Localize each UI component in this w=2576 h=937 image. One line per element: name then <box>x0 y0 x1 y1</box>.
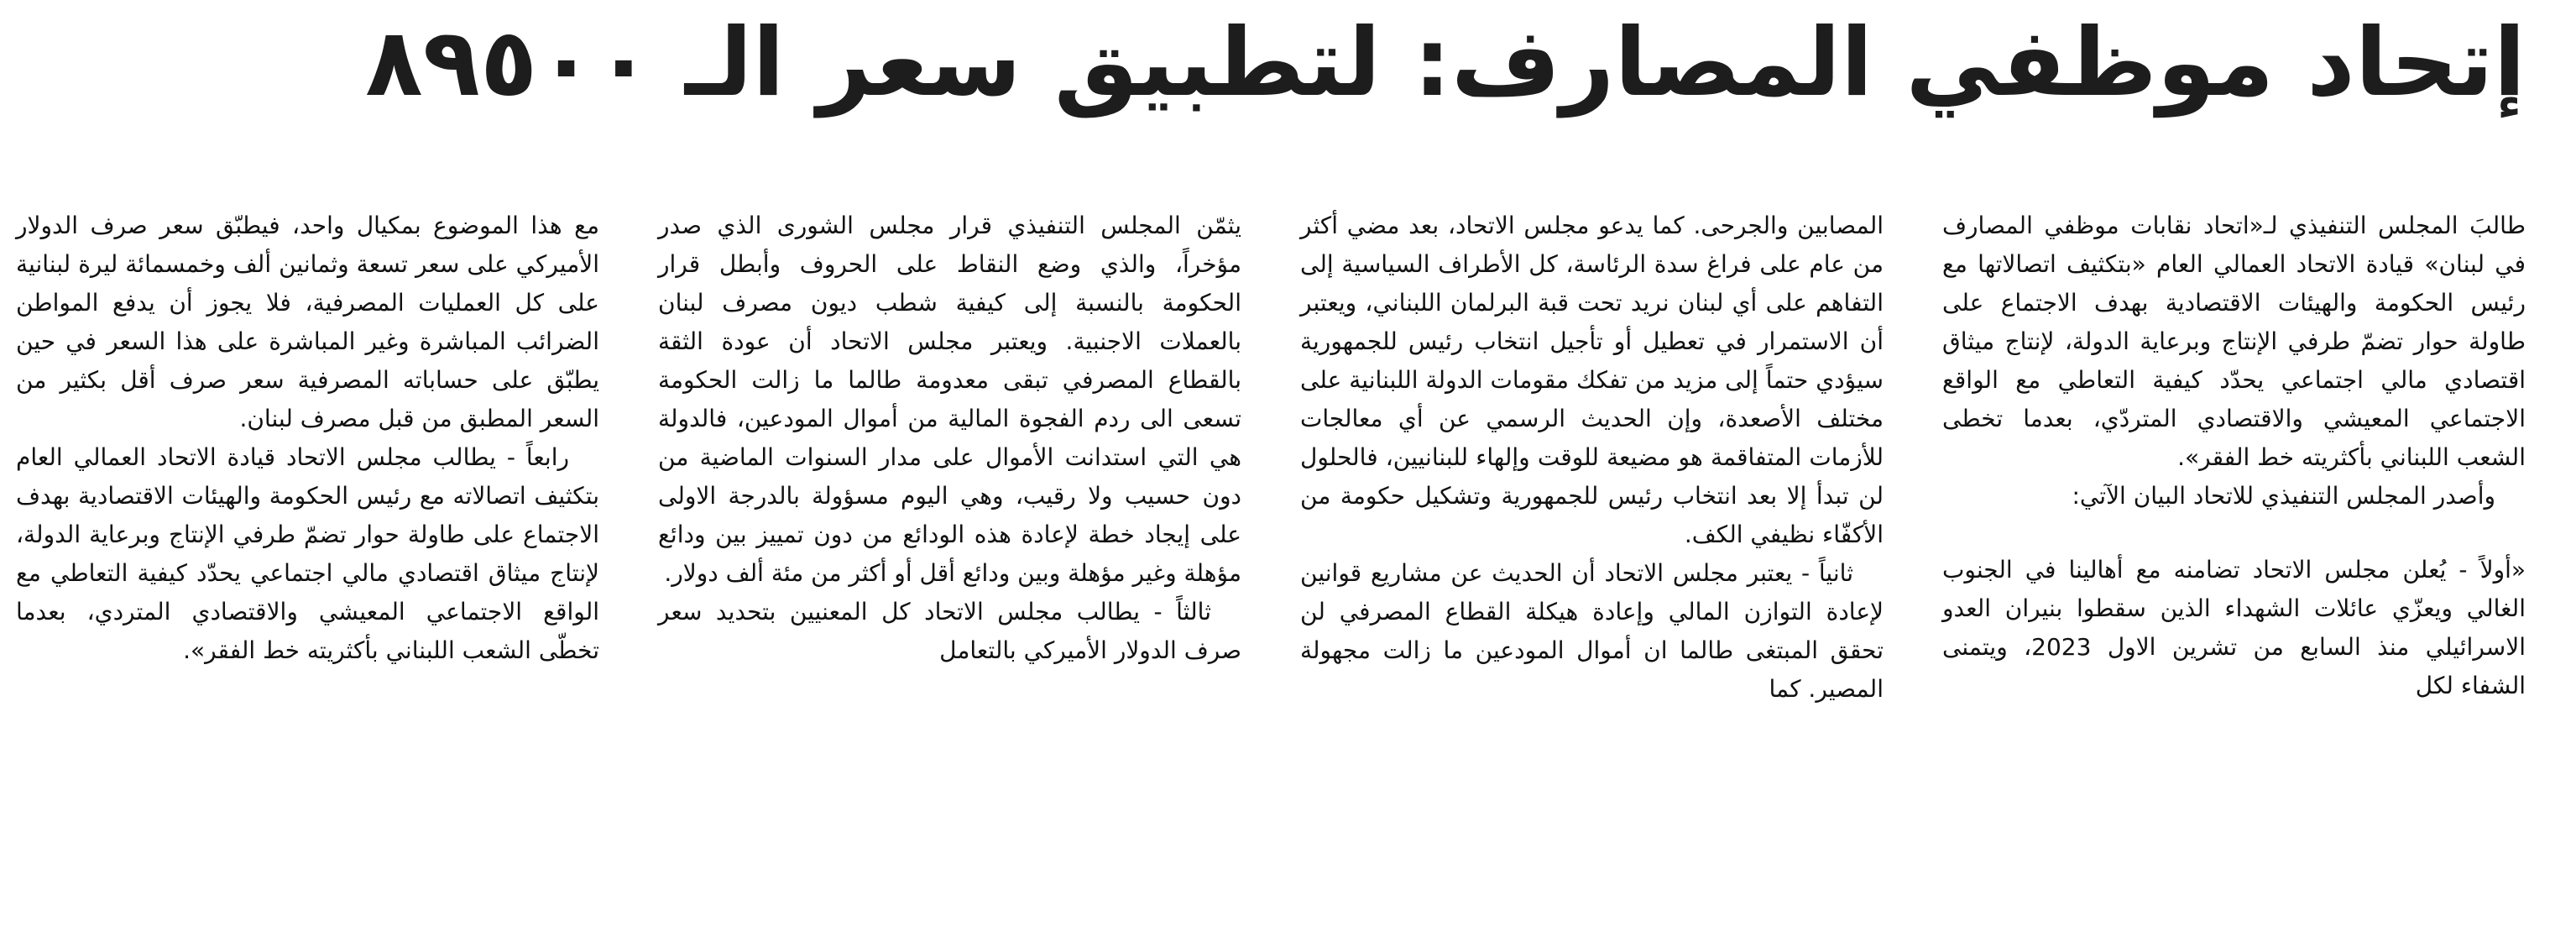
column-3 <box>658 207 1241 912</box>
paragraph: طالبَ المجلس التنفيذي لـ«اتحاد نقابات موظفي المصارف في لبنان» قيادة الاتحاد العمالي العام «بتكثيف اتصالاتها مع رئيس الحكومة والهيئات الاقتصادية بهدف الاجتماع على طاولة حوار تضمّ طرفي الإنتاج وبرعاية الدولة، لإنتاج ميثاق اقتصادي مالي اجتماعي يحدّد كيفية التعاطي مع الواقع الاجتماعي المعيشي والاقتصادي المتردّي، بعدما تخطى الشعب اللبناني بأكثريته خط الفقر». <box>1942 212 2526 471</box>
column-2 <box>1300 207 1884 912</box>
paragraph: المصابين والجرحى. كما يدعو مجلس الاتحاد، بعد مضي أكثر من عام على فراغ سدة الرئاسة، كل الأطراف السياسية إلى التفاهم على أي لبنان نريد تحت قبة البرلمان اللبناني، ويعتبر أن الاستمرار في تعطيل أو تأجيل انتخاب رئيس للجمهورية سيؤدي حتماً إلى مزيد من تفكك مقومات الدولة اللبنانية على مختلف الأصعدة، وإن الحديث الرسمي عن أي معالجات للأزمات المتفاقمة هو مضيعة للوقت وإلهاء للبنانيين، فالحلول لن تبدأ إلا بعد انتخاب رئيس للجمهورية وتشكيل حكومة من الأكفّاء نظيفي الكف. <box>1300 212 1884 548</box>
paragraph: يثمّن المجلس التنفيذي قرار مجلس الشورى الذي صدر مؤخراً، والذي وضع النقاط على الحروف وأبطل قرار الحكومة بالنسبة إلى كيفية شطب ديون مصرف لبنان بالعملات الاجنبية. ويعتبر مجلس الاتحاد أن عودة الثقة بالقطاع المصرفي تبقى معدومة طالما ما زالت الحكومة تسعى الى ردم الفجوة المالية من أموال المودعين، فالدولة هي التي استدانت الأموال على مدار السنوات الماضية من دون حسيب ولا رقيب، وهي اليوم مسؤولة بالدرجة الاولى على إيجاد خطة لإعادة هذه الودائع من دون تمييز بين ودائع مؤهلة وغير مؤهلة وبين ودائع أقل أو أكثر من مئة ألف دولار. <box>658 212 1241 587</box>
paragraph: مع هذا الموضوع بمكيال واحد، فيطبّق سعر صرف الدولار الأميركي على سعر تسعة وثمانين ألف وخمسمائة ليرة لبنانية على كل العمليات المصرفية، فلا يجوز أن يدفع المواطن الضرائب المباشرة وغير المباشرة على هذا السعر في حين يطبّق على حساباته المصرفية سعر صرف أقل بكثير من السعر المطبق من قبل مصرف لبنان. <box>16 212 599 432</box>
paragraph: «أولاً - يُعلن مجلس الاتحاد تضامنه مع أهالينا في الجنوب الغالي ويعزّي عائلات الشهداء الذين سقطوا بنيران العدو الاسرائيلي منذ السابع من تشرين الاول 2023، ويتمنى الشفاء لكل <box>1942 556 2526 699</box>
article-headline: إتحاد موظفي المصارف: لتطبيق سعر الـ ٨٩٥٠٠ <box>365 8 2526 118</box>
paragraph: ثانياً - يعتبر مجلس الاتحاد أن الحديث عن مشاريع قوانين لإعادة التوازن المالي وإعادة هيكلة القطاع المصرفي لن تحقق المبتغى طالما ان أموال المودعين ما زالت مجهولة المصير. كما <box>1300 559 1884 703</box>
article-body <box>16 207 2526 912</box>
paragraph: وأصدر المجلس التنفيذي للاتحاد البيان الآتي: <box>2072 482 2495 510</box>
column-4 <box>16 207 599 912</box>
paragraph: رابعاً - يطالب مجلس الاتحاد قيادة الاتحاد العمالي العام بتكثيف اتصالاته مع رئيس الحكومة والهيئات الاقتصادية بهدف الاجتماع على طاولة حوار تضمّ طرفي الإنتاج وبرعاية الدولة، لإنتاج ميثاق اقتصادي مالي اجتماعي يحدّد كيفية التعاطي مع الواقع الاجتماعي المعيشي والاقتصادي المتردي، بعدما تخطّى الشعب اللبناني بأكثريته خط الفقر». <box>16 443 599 664</box>
column-1 <box>1942 207 2526 912</box>
paragraph: ثالثاً - يطالب مجلس الاتحاد كل المعنيين بتحديد سعر صرف الدولار الأميركي بالتعامل <box>658 598 1241 664</box>
